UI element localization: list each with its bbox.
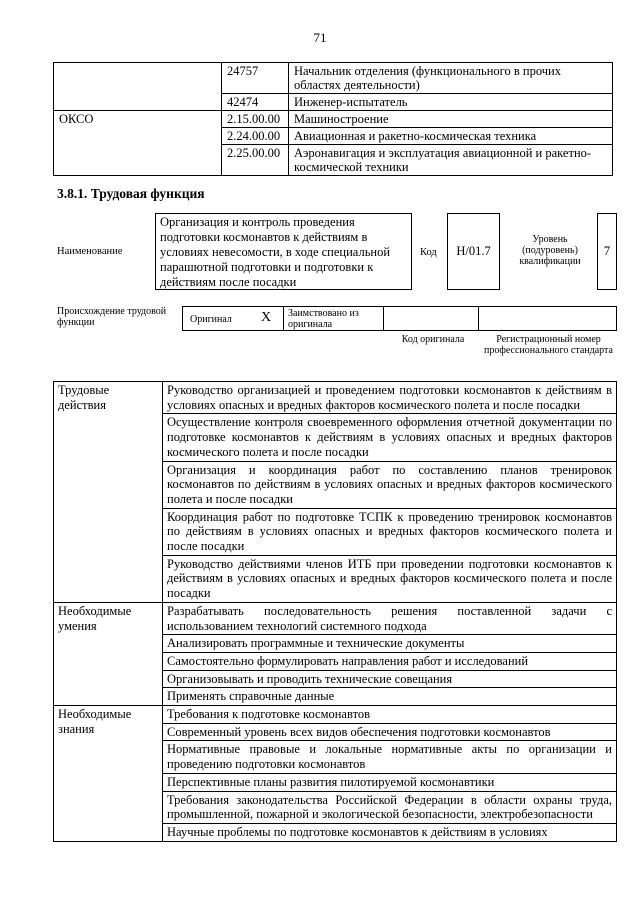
knowledge-item: Научные проблемы по подготовке космонавтов к действиям в условиях <box>163 823 617 841</box>
knowledge-item: Требования к подготовке космонавтов <box>163 706 617 724</box>
classifier-group-cell <box>54 63 222 111</box>
function-name-box: Организация и контроль проведения подготовки космонавтов к действиям в условиях невесомости, в ходе специальной парашютной подготовки и подготовки к действиям после посадки <box>155 213 412 290</box>
table-row <box>54 63 613 94</box>
classifier-code: 42474 <box>222 94 289 111</box>
classifier-name: Аэронавигация и эксплуатация авиационной и ракетно-космической техники <box>289 145 613 176</box>
labor-action-item: Руководство организацией и проведением подготовки космонавтов к действиям в условиях опасных и вредных факторов космического полета и после посадки <box>163 382 617 414</box>
skills-label: Необходимые умения <box>54 602 163 705</box>
name-label: Наименование <box>57 246 123 257</box>
classifier-code: 2.24.00.00 <box>222 128 289 145</box>
origin-divider <box>383 306 384 331</box>
reg-number-caption: Регистрационный номер профессионального стандарта <box>484 334 613 356</box>
skill-item: Анализировать программные и технические документы <box>163 635 617 653</box>
classifier-code: 2.15.00.00 <box>222 111 289 128</box>
table-row <box>54 706 617 724</box>
code-original-caption: Код оригинала <box>401 334 465 345</box>
function-table <box>53 381 617 842</box>
code-label: Код <box>420 247 437 258</box>
labor-action-item: Координация работ по подготовке ТСПК к проведению тренировок космонавтов по действиям в условиях опасных и вредных факторов космического полета и после посадки <box>163 508 617 555</box>
labor-action-item: Осуществление контроля своевременного оформления отчетной документации по подготовке космонавтов к действиям в условиях опасных и вредных факторов космического полета и после посадки <box>163 414 617 461</box>
origin-label: Происхождение трудовой функции <box>57 306 167 328</box>
borrowed-label: Заимствовано из оригинала <box>288 308 359 330</box>
classifier-group-cell: ОКСО <box>54 111 222 176</box>
function-code-box: Н/01.7 <box>447 213 500 290</box>
level-value-box: 7 <box>597 213 617 290</box>
skill-item: Самостоятельно формулировать направления работ и исследований <box>163 652 617 670</box>
page-number: 71 <box>313 30 327 45</box>
level-label: Уровень (подуровень) квалификации <box>519 234 581 267</box>
skill-item: Применять справочные данные <box>163 688 617 706</box>
knowledge-item: Нормативные правовые и локальные нормативные акты по организации и проведению подготовки космонавтов <box>163 741 617 773</box>
classifier-name: Инженер-испытатель <box>289 94 613 111</box>
section-heading: 3.8.1. Трудовая функция <box>57 186 205 201</box>
original-mark: X <box>261 310 272 325</box>
classifier-table <box>53 62 613 176</box>
classifier-code: 2.25.00.00 <box>222 145 289 176</box>
skill-item: Организовывать и проводить технические совещания <box>163 670 617 688</box>
classifier-code: 24757 <box>222 63 289 94</box>
table-row <box>54 602 617 634</box>
skill-item: Разрабатывать последовательность решения поставленной задачи с использованием технологий системного подхода <box>163 602 617 634</box>
table-row <box>54 382 617 414</box>
classifier-name: Авиационная и ракетно-космическая техника <box>289 128 613 145</box>
labor-action-item: Организация и координация работ по составлению планов тренировок космонавтов по действиям в условиях опасных и вредных факторов космического полета и после посадки <box>163 461 617 508</box>
origin-row-box <box>182 306 617 331</box>
labor-action-item: Руководство действиями членов ИТБ при проведении подготовки космонавтов к действиям в условиях опасных и вредных факторов космического полета и после посадки <box>163 555 617 602</box>
classifier-name: Машиностроение <box>289 111 613 128</box>
original-label: Оригинал <box>190 314 232 325</box>
classifier-name: Начальник отделения (функционального в прочих областях деятельности) <box>289 63 613 94</box>
origin-divider <box>283 306 284 331</box>
labor-actions-label: Трудовые действия <box>54 382 163 603</box>
knowledge-item: Требования законодательства Российской Федерации в области охраны труда, промышленной, пожарной и экологической безопасности, электробезопасности <box>163 791 617 823</box>
knowledge-label: Необходимые знания <box>54 706 163 842</box>
table-row <box>54 111 613 128</box>
knowledge-item: Перспективные планы развития пилотируемой космонавтики <box>163 773 617 791</box>
knowledge-item: Современный уровень всех видов обеспечения подготовки космонавтов <box>163 723 617 741</box>
origin-divider <box>478 306 479 331</box>
